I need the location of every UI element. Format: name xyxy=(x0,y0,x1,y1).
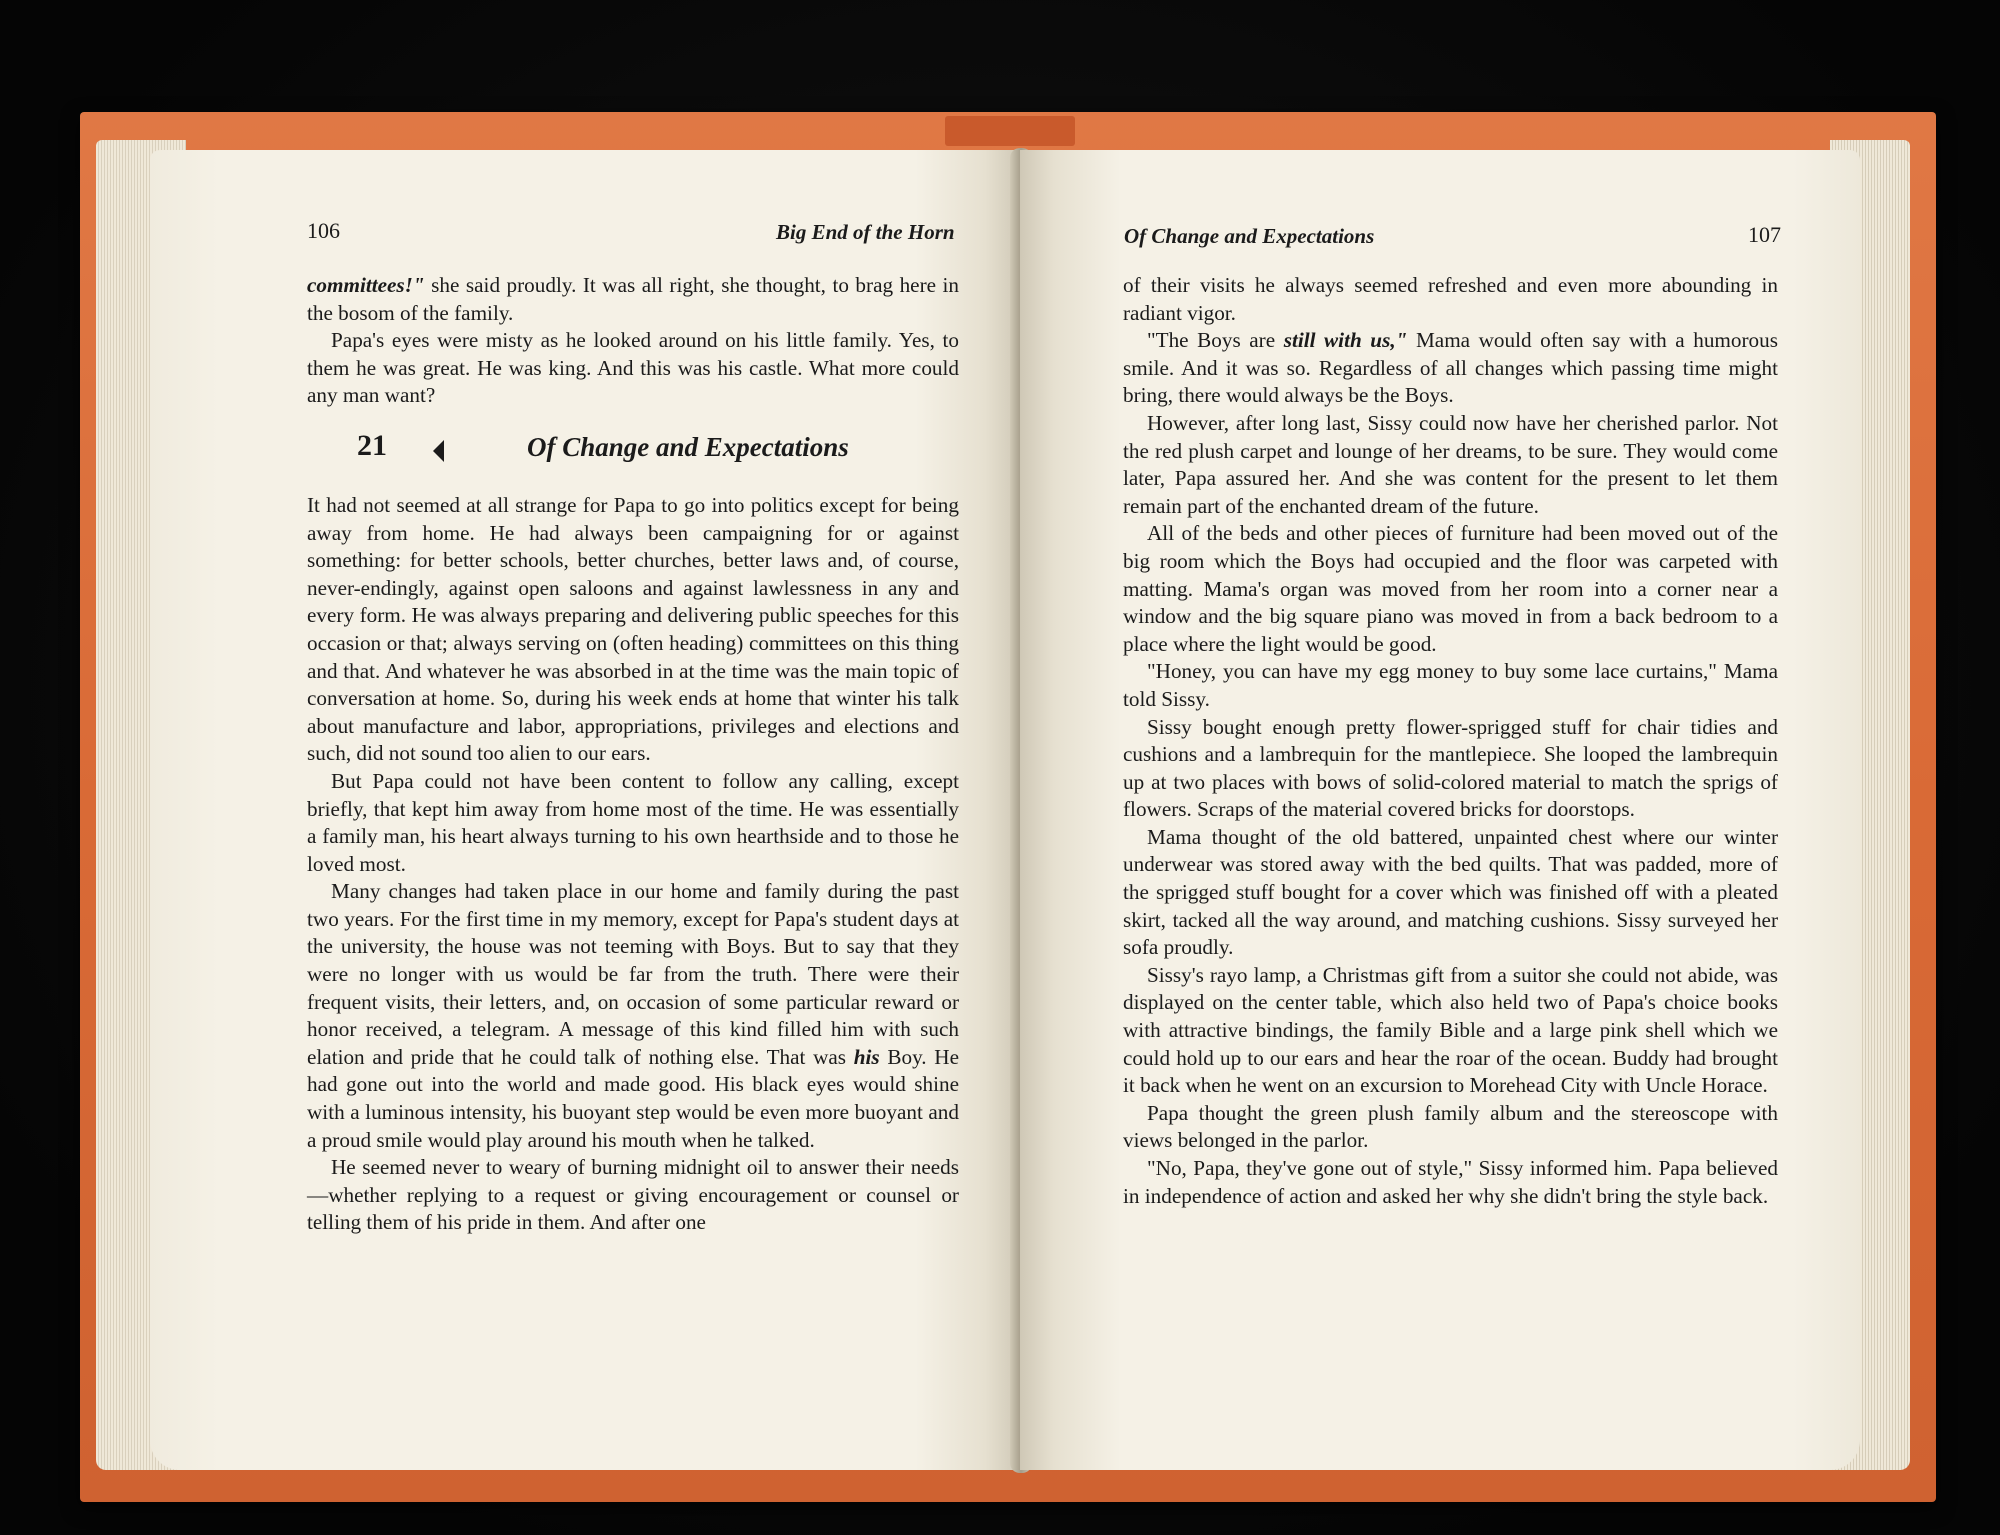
right-running-title: Of Change and Expectations xyxy=(1124,224,1375,248)
paragraph: of their visits he always seemed refreshed and even more abounding in radiant vigor. xyxy=(1123,273,1778,325)
left-page-number: 106 xyxy=(307,218,340,243)
right-page xyxy=(1020,150,1860,1470)
paragraph: He seemed never to weary of burning midnight oil to answer their needs—whether replying to a request or giving encouragement or counsel or telling them of his pride in them. And after one xyxy=(307,1155,959,1235)
paragraph: "No, Papa, they've gone out of style," Sissy informed him. Papa believed in independence of action and asked her why she didn't bring the style back. xyxy=(1123,1156,1778,1208)
paragraph-text: Many changes had taken place in our home and family during the past two years. For the first time in my memory, except for Papa's student days at the university, the house was not teeming with Boys. But to say that they were no longer with us would be far from the truth. There were their frequent visits, their letters, and, on occasion of some particular reward or honor received, a telegram. A message of this kind filled him with such elation and pride that he could talk of nothing else. That was xyxy=(307,879,959,1069)
paragraph xyxy=(307,272,959,327)
paragraph: Papa thought the green plush family album and the stereoscope with views belonged in the parlor. xyxy=(1123,1100,1778,1153)
paragraph-text: Boy. He had gone out into the world and made good. His black eyes would shine with a luminous intensity, his buoyant step would be even more buoyant and a proud smile would play around his mouth when he talked. xyxy=(307,1044,959,1152)
paragraph: Sissy's rayo lamp, a Christmas gift from a suitor she could not abide, was displayed on the center table, which also held two of Papa's choice books with attractive bindings, the family Bible and a large pink shell which we could hold up to our ears and hear the roar of the ocean. Buddy had brought it back when he went on an excursion to Morehead City with Uncle Horace. xyxy=(1123,962,1778,1098)
right-page-number: 107 xyxy=(1748,222,1781,247)
right-running-head xyxy=(1020,222,1860,252)
italic-word: committees!" xyxy=(307,273,425,297)
left-running-head xyxy=(150,218,1020,248)
chapter-title: Of Change and Expectations xyxy=(527,431,849,462)
paragraph: Papa's eyes were misty as he looked around on his little family. Yes, to them he was great. He was king. And this was his castle. What more could any man want? xyxy=(307,328,959,408)
paragraph: Mama thought of the old battered, unpainted chest where our winter underwear was stored away with the bed quilts. That was padded, more of the sprigged stuff bought for a cover which was finished off with a pleated skirt, tacked all the way around, and matching cushions. Sissy surveyed her sofa proudly. xyxy=(1123,824,1778,960)
paragraph: However, after long last, Sissy could now have her cherished parlor. Not the red plush carpet and lounge of her dreams, to be sure. They would come later, Papa assured her. And she was content for the present to let them remain part of the enchanted dream of the future. xyxy=(1123,410,1778,518)
left-page xyxy=(150,150,1020,1470)
paragraph-text: Mama would often say with a humorous smile. And it was so. Regardless of all changes which passing time might bring, there would always be the Boys. xyxy=(1123,328,1778,408)
chapter-heading xyxy=(307,410,959,492)
chapter-arrow-icon xyxy=(433,440,444,462)
italic-word: still with us," xyxy=(1283,328,1408,353)
paragraph: But Papa could not have been content to follow any calling, except briefly, that kept him away from home most of the time. He was essentially a family man, his heart always turning to his own hearthside and to those he loved most. xyxy=(307,768,959,876)
paragraph: All of the beds and other pieces of furniture had been moved out of the big room which the Boys had occupied and the floor was carpeted with matting. Mama's organ was moved from her room into a corner near a window and the big square piano was moved in from a back bedroom to a place where the light would be good. xyxy=(1123,521,1778,656)
paragraph: It had not seemed at all strange for Papa to go into politics except for being away from home. He had always been campaigning for or against something: for better schools, better churches, better laws and, of course, never-endingly, against open saloons and against lawlessness in any and every form. He was always preparing and delivering public speeches for this occasion or that; always serving on (often heading) committees on this thing and that. And whatever he was absorbed in at the time was the main topic of conversation at home. So, during his week ends at home that winter his talk about manufacture and labor, appropriations, privileges and elections and such, did not sound too alien to our ears. xyxy=(307,492,959,766)
paragraph-text: "The Boys are xyxy=(1147,328,1284,353)
chapter-number: 21 xyxy=(357,428,387,462)
left-text-block xyxy=(307,272,959,1237)
paragraph: "Honey, you can have my egg money to buy some lace curtains," Mama told Sissy. xyxy=(1123,659,1778,711)
paragraph xyxy=(307,878,959,1154)
paragraph: Sissy bought enough pretty flower-sprigged stuff for chair tidies and cushions and a lambrequin for the mantlepiece. She looped the lambrequin up at two places with bows of solid-colored material to match the sprigs of flowers. Scraps of the material covered bricks for doorstops. xyxy=(1123,714,1778,822)
paragraph xyxy=(1123,327,1778,410)
right-text-block xyxy=(1123,272,1778,1210)
italic-word: his xyxy=(853,1044,880,1069)
book-spine xyxy=(945,116,1075,146)
left-running-title: Big End of the Horn xyxy=(776,220,955,244)
paragraph-text: she said proudly. It was all right, she thought, to brag here in the bosom of the family. xyxy=(307,273,959,325)
